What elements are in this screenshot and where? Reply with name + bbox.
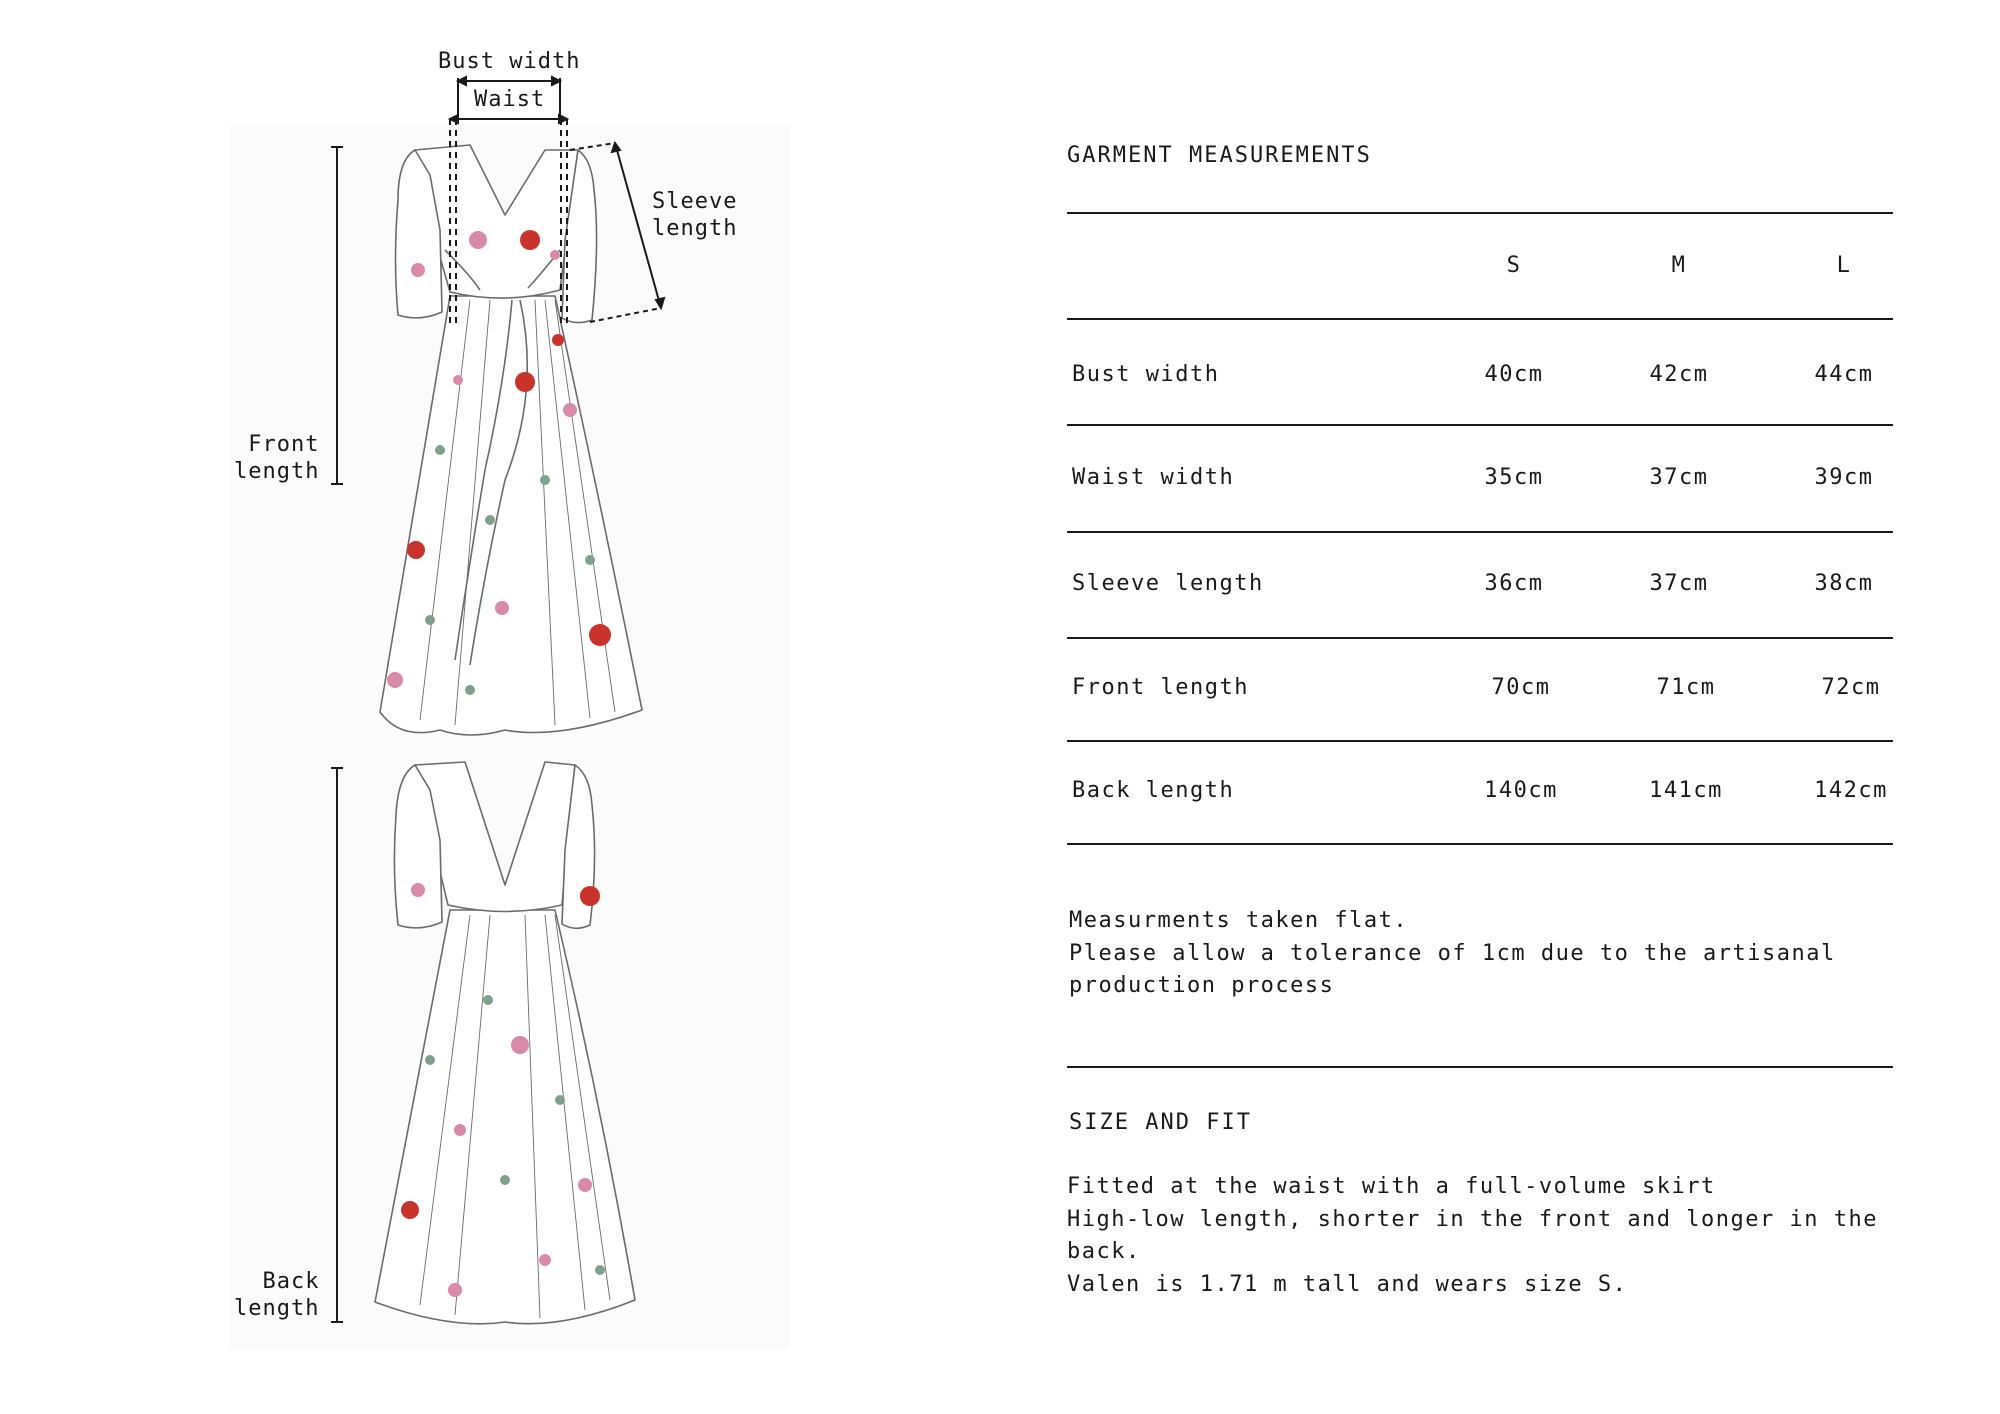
sleeve-length-label-line1: Sleeve <box>652 189 738 214</box>
size-header-l: L <box>1836 253 1852 278</box>
row-label-front-length: Front length <box>1072 675 1249 700</box>
table-rule <box>1067 740 1893 742</box>
table-rule <box>1067 318 1893 320</box>
size-header-m: M <box>1671 253 1687 278</box>
back-length-label-line2: length <box>234 1296 320 1321</box>
table-rule-bottom <box>1067 843 1893 845</box>
fit-line: High-low length, shorter in the front and longer in the <box>1067 1206 1878 1232</box>
table-cell: 44cm <box>1814 362 1874 387</box>
fit-line: back. <box>1067 1239 1141 1264</box>
table-cell: 39cm <box>1814 465 1874 490</box>
note-line: Please allow a tolerance of 1cm due to the artisanal <box>1069 940 1836 966</box>
table-cell: 141cm <box>1649 778 1723 803</box>
table-cell: 72cm <box>1821 675 1881 700</box>
table-cell: 35cm <box>1484 465 1544 490</box>
table-cell: 37cm <box>1649 465 1709 490</box>
fit-line: Valen is 1.71 m tall and wears size S. <box>1067 1271 1628 1297</box>
table-rule-top <box>1067 212 1893 214</box>
note-line: production process <box>1069 973 1335 998</box>
note-line: Measurments taken flat. <box>1069 908 1409 933</box>
table-cell: 142cm <box>1814 778 1888 803</box>
row-label-back-length: Back length <box>1072 778 1235 803</box>
measurement-note <box>1069 905 1836 1003</box>
table-cell: 71cm <box>1656 675 1716 700</box>
back-length-label <box>234 1268 319 1322</box>
table-cell: 37cm <box>1649 571 1709 596</box>
garment-measurements-title: GARMENT MEASUREMENTS <box>1067 143 1372 168</box>
back-length-label-line1: Back <box>262 1269 320 1294</box>
waist-label: Waist <box>474 87 546 112</box>
fit-line: Fitted at the waist with a full-volume skirt <box>1067 1174 1716 1199</box>
front-length-label <box>234 431 319 485</box>
row-label-bust-width: Bust width <box>1072 362 1220 387</box>
table-cell: 40cm <box>1484 362 1544 387</box>
section-divider <box>1067 1066 1893 1068</box>
bust-width-label: Bust width <box>438 49 581 74</box>
size-fit-description <box>1067 1171 1878 1301</box>
row-label-sleeve-length: Sleeve length <box>1072 571 1264 596</box>
row-label-waist-width: Waist width <box>1072 465 1235 490</box>
table-cell: 36cm <box>1484 571 1544 596</box>
size-header-s: S <box>1506 253 1522 278</box>
front-length-label-line1: Front <box>248 432 320 457</box>
table-cell: 42cm <box>1649 362 1709 387</box>
table-rule <box>1067 424 1893 426</box>
table-cell: 140cm <box>1484 778 1558 803</box>
sleeve-length-label <box>652 188 737 242</box>
table-rule <box>1067 637 1893 639</box>
table-cell: 70cm <box>1491 675 1551 700</box>
table-rule <box>1067 531 1893 533</box>
table-cell: 38cm <box>1814 571 1874 596</box>
front-length-label-line2: length <box>234 459 320 484</box>
size-and-fit-title: SIZE AND FIT <box>1069 1110 1252 1135</box>
sleeve-length-label-line2: length <box>652 216 738 241</box>
